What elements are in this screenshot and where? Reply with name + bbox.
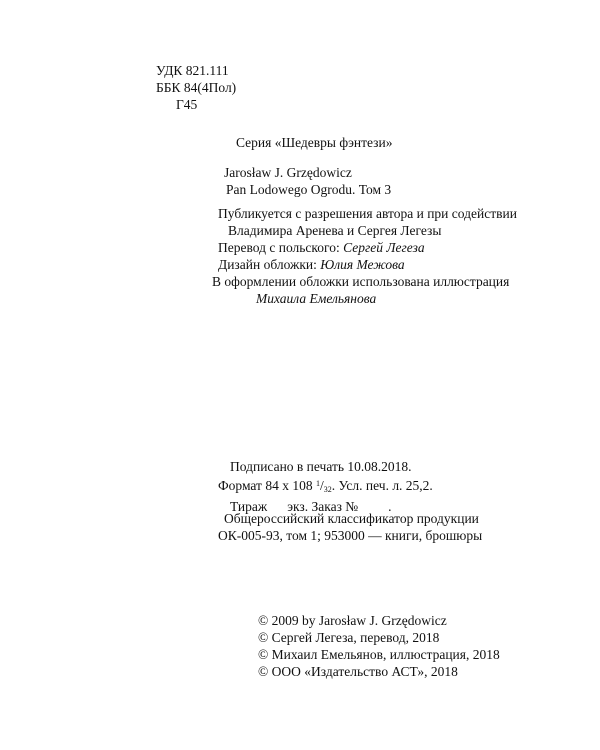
author-mark: Г45 <box>176 97 198 112</box>
translation-label: Перевод с польского: <box>218 240 344 255</box>
classifier-block <box>218 510 578 544</box>
series-block <box>218 134 578 151</box>
copyright-line: © Сергей Легеза, перевод, 2018 <box>258 630 440 645</box>
credits-block <box>212 205 578 307</box>
classifier-line-1: Общероссийский классификатор продукции <box>224 511 479 526</box>
translator-name: Сергей Легеза <box>343 240 425 255</box>
credits-line-1: Публикуется с разрешения автора и при содействии <box>218 206 517 221</box>
illustrator-name: Михаила Емельянова <box>256 291 377 306</box>
order-label: экз. Заказ № <box>287 499 359 514</box>
illustration-line: В оформлении обложки использована иллюстрация <box>212 274 510 289</box>
translation-line <box>218 239 578 256</box>
copyright-block <box>258 612 600 680</box>
classification-codes <box>156 62 296 113</box>
format-prefix: Формат 84 x 108 <box>218 478 316 493</box>
series-name: Серия «Шедевры фэнтези» <box>236 135 393 150</box>
format-line <box>218 475 578 498</box>
book-title: Pan Lodowego Ogrodu. Том 3 <box>226 182 392 197</box>
tirazh-label: Тираж <box>230 499 268 514</box>
book-block <box>218 164 578 198</box>
udk-code: УДК 821.111 <box>156 63 229 78</box>
bbk-code: ББК 84(4Пол) <box>156 80 237 95</box>
format-suffix: . Усл. печ. л. 25,2. <box>331 478 433 493</box>
format-denominator: 32 <box>323 485 332 494</box>
format-numerator: 1 <box>315 479 320 488</box>
cover-label: Дизайн обложки: <box>218 257 321 272</box>
cover-designer-name: Юлия Межова <box>320 257 405 272</box>
credits-line-2: Владимира Аренева и Сергея Легезы <box>228 223 442 238</box>
print-block <box>218 458 578 515</box>
cover-line <box>218 256 578 273</box>
signed-line: Подписано в печать 10.08.2018. <box>230 459 412 474</box>
order-end: . <box>388 499 392 514</box>
copyright-line: © ООО «Издательство АСТ», 2018 <box>258 664 458 679</box>
format-slash: / <box>319 478 324 493</box>
author-name: Jarosław J. Grzędowicz <box>224 165 352 180</box>
copyright-line: © Михаил Емельянов, иллюстрация, 2018 <box>258 647 500 662</box>
copyright-line: © 2009 by Jarosław J. Grzędowicz <box>258 613 447 628</box>
classifier-line-2: ОК-005-93, том 1; 953000 — книги, брошюры <box>218 528 483 543</box>
